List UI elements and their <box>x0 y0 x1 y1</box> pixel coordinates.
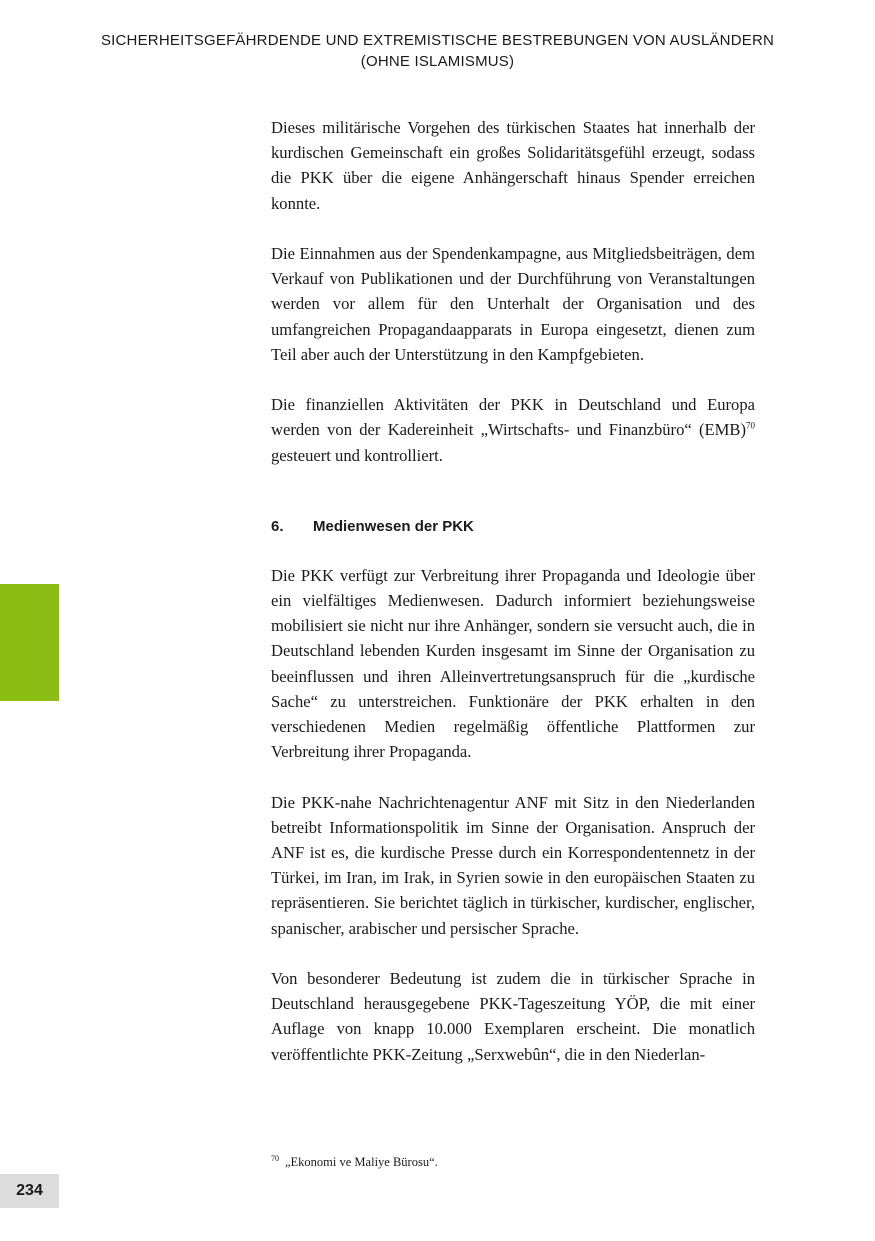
footnote <box>271 1153 755 1171</box>
paragraph-media-system: Die PKK verfügt zur Verbreitung ihrer Propaganda und Ideologie über ein vielfältiges Medienwesen. Dadurch informiert beziehungsweise mobilisiert sie nicht nur ihre Anhänger, sondern sie versucht auch, die in Deutschland lebenden Kurden insgesamt im Sinne der Organisation zu beeinflussen und ihren Alleinvertretungsanspruch für die „kurdische Sache“ zu unterstreichen. Funktionäre der PKK erhalten in den verschiedenen Medien regelmäßig öffentliche Plattformen zur Verbreitung ihrer Propaganda. <box>271 565 755 762</box>
main-text <box>271 115 755 1092</box>
paragraph-financial-activities <box>271 392 755 468</box>
footnote-number: 70 <box>271 1153 279 1163</box>
paragraph-emb-text: Die finanziellen Aktivitäten der PKK in Deutschland und Europa werden von der Kadereinheit „Wirtschafts- und Finanzbüro“ (EMB) <box>271 395 755 440</box>
paragraph-donation-revenue: Die Einnahmen aus der Spendenkampagne, aus Mitgliedsbeiträgen, dem Verkauf von Publikationen und der Durchführung von Veranstaltungen werden vor allem für den Unterhalt der Organisation und des umfangreichen Propagandaapparats in Europa eingesetzt, dienen zum Teil aber auch der Unterstützung in den Kampfgebieten. <box>271 244 755 364</box>
chapter-side-tab <box>0 584 59 701</box>
running-header-line-1: SICHERHEITSGEFÄHRDENDE UND EXTREMISTISCHE BESTREBUNGEN VON AUSLÄNDERN <box>100 32 775 49</box>
paragraph-yop-newspaper: Von besonderer Bedeutung ist zudem die in türkischer Sprache in Deutschland herausgegebene PKK-Tageszeitung YÖP, die mit einer Auflage von knapp 10.000 Exemplaren erscheint. Die monatlich veröffentlichte PKK-Zeitung „Serxwebûn“, die in den Niederlan- <box>271 969 755 1064</box>
paragraph-military-action: Dieses militärische Vorgehen des türkischen Staates hat innerhalb der kurdischen Gemeinschaft ein großes Solidaritätsgefühl erzeugt, sodass die PKK über die eigene Anhängerschaft hinaus Spender erreichen konnte. <box>271 118 755 213</box>
page-number-box <box>0 1174 59 1208</box>
page-number: 234 <box>16 1182 43 1199</box>
running-header-line-2: (OHNE ISLAMISMUS) <box>360 53 515 70</box>
paragraph-anf-agency: Die PKK-nahe Nachrichtenagentur ANF mit Sitz in den Niederlanden betreibt Informationspolitik im Sinne der Organisation. Anspruch der ANF ist es, die kurdische Presse durch ein Korrespondentennetz in der Türkei, im Iran, im Irak, in Syrien sowie in den europäischen Staaten zu repräsentieren. Sie berichtet täglich in türkischer, kurdischer, englischer, spanischer, arabischer und persischer Sprache. <box>271 792 755 938</box>
running-header <box>0 30 875 72</box>
section-title: Medienwesen der PKK <box>313 517 474 535</box>
section-heading <box>271 516 755 538</box>
footnote-text: „Ekonomi ve Maliye Bürosu“. <box>285 1155 438 1169</box>
section-number: 6. <box>271 517 284 535</box>
footnote-reference: 70 <box>746 420 755 431</box>
paragraph-emb-text-end: gesteuert und kontrolliert. <box>271 445 443 465</box>
